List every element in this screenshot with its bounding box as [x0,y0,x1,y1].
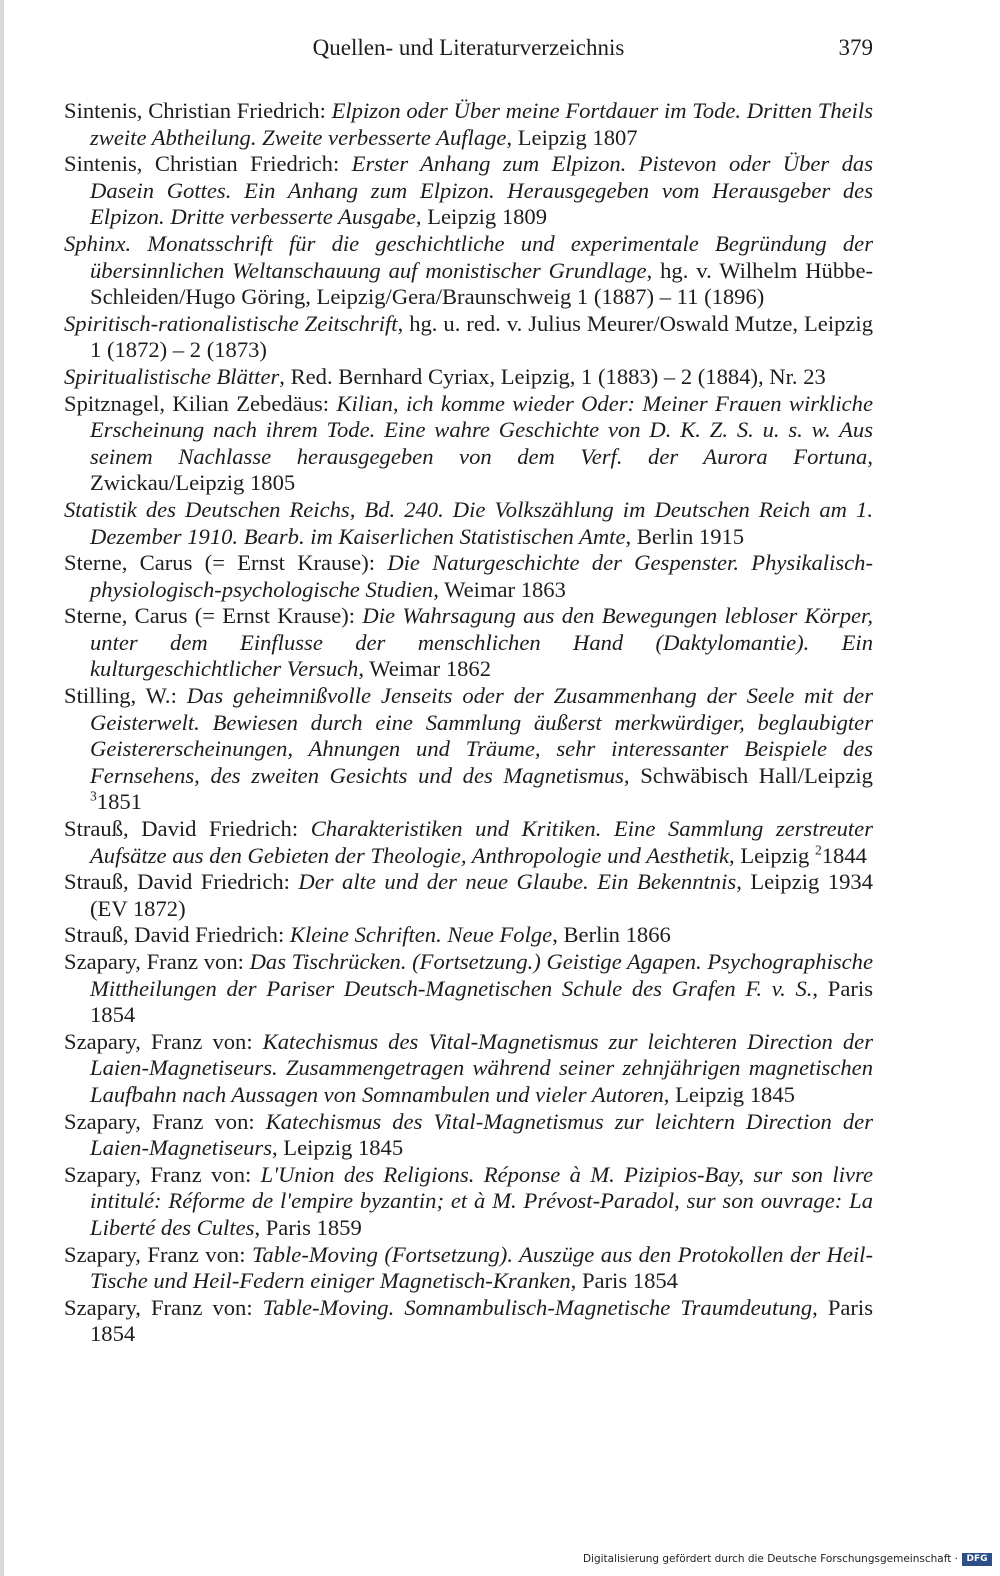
entry-author: Sterne, Carus (= Ernst Krause): [64,550,388,576]
entry-publication: , Schwäbisch Hall/Leipzig [623,762,873,788]
bibliography-entry [64,869,873,922]
bibliography-entry [64,98,873,151]
entry-author: Szapary, Franz von: [64,1108,266,1134]
entry-title: Sphinx. Monatsschrift für die geschichtliche und experimentale Begründung der übersinnlichen Weltanschauung auf monistischer Grundlage [64,230,873,283]
entry-publication: , Leipzig 1845 [272,1135,404,1161]
edition-superscript: 3 [90,788,97,804]
entry-author: Strauß, David Friedrich: [64,816,311,842]
bibliography-list [64,98,873,1348]
page-number: 379 [838,35,873,60]
entry-author: Szapary, Franz von: [64,949,250,974]
entry-title: Die Naturgeschichte der Gespenster. Physikalisch-physiologisch-psychologische Studien [90,550,873,602]
entry-title: Die Wahrsagung aus den Bewegungen lebloser Körper, unter dem Einflusse der menschlichen Hand (Daktylomantie). Ein kulturgeschichtlicher Versuch [90,603,873,682]
bibliography-entry [64,1162,873,1242]
entry-title: Charakteristiken und Kritiken. Eine Sammlung zerstreuter Aufsätze aus den Gebieten der Theologie, Anthropologie und Aesthetik [90,816,873,868]
entry-publication: , Weimar 1862 [358,656,492,682]
entry-publication: , Zwickau/Leipzig 1805 [90,443,873,496]
bibliography-entry [64,683,873,816]
entry-publication: , Leipzig 1809 [415,204,548,230]
entry-title: Das geheimnißvolle Jenseits oder der Zusammenhang der Seele mit der Geisterwelt. Bewiesen durch eine Sammlung äußerst merkwürdiger, beglaubigter Geistererscheinungen, Ahnungen und Träume, sehr interessanter Beispiele des Fernsehens, des zweiten Gesichts und des Magnetismus [90,683,873,788]
entry-publication: , Paris 1854 [570,1268,678,1294]
entry-title: Der alte und der neue Glaube. Ein Bekenntnis [298,869,737,895]
entry-author: Stilling, W.: [64,683,187,709]
entry-publication: , Leipzig 1807 [506,124,638,150]
bibliography-entry [64,949,873,1029]
entry-title: Katechismus des Vital-Magnetismus zur leichtern Direction der Laien-Magnetiseurs [90,1108,873,1161]
entry-publication: , Paris 1854 [90,1294,873,1347]
entry-year: 1844 [821,842,867,868]
bibliography-entry [64,1295,873,1348]
entry-title: Kilian, ich komme wieder Oder: Meiner Frauen wirkliche Erscheinung nach ihrem Tode. Eine wahre Geschichte von D. K. Z. S. u. s. w. Aus seinem Nachlasse herausgegeben von dem Verf. der Aurora Fortuna [90,390,873,469]
entry-author: Szapary, Franz von: [64,1161,261,1187]
entry-publication: , Paris 1859 [254,1214,362,1240]
entry-publication: , hg. u. red. v. Julius Meurer/Oswald Mutze, Leipzig 1 (1872) – 2 (1873) [90,310,873,363]
bibliography-entry [64,311,873,364]
entry-title: Spiritualistische Blätter [64,363,280,389]
entry-title: Kleine Schriften. Neue Folge [289,922,553,948]
bibliography-entry [64,1242,873,1295]
entry-title: Table-Moving (Fortsetzung). Auszüge aus den Protokollen der Heil-Tische und Heil-Federn einiger Magnetisch-Kranken [90,1241,873,1294]
entry-title: Statistik des Deutschen Reichs, Bd. 240. Die Volkszählung im Deutschen Reich am 1. Dezember 1910. Bearb. im Kaiserlichen Statistischen Amte [64,496,873,549]
entry-publication: , Berlin 1915 [625,523,745,549]
entry-publication: , hg. v. Wilhelm Hübbe-Schleiden/Hugo Göring, Leipzig/Gera/Braunschweig 1 (1887) – 11 (1896) [90,257,873,310]
edition-superscript: 2 [814,842,822,858]
bibliography-entry [64,1109,873,1162]
entry-author: Sintenis, Christian Friedrich: [64,151,352,177]
entry-title: Table-Moving. Somnambulisch-Magnetische Traumdeutung [262,1294,813,1320]
entry-publication: , Leipzig 1845 [663,1081,795,1107]
entry-year: 1851 [96,789,142,815]
bibliography-entry [64,922,873,949]
entry-title: Katechismus des Vital-Magnetismus zur leichteren Direction der Laien-Magnetiseurs. Zusammengetragen während seiner zehnjährigen magnetischen Laufbahn nach Aussagen von Somnambulen und vieler Autoren [90,1028,873,1107]
digitization-note: Digitalisierung gefördert durch die Deutsche Forschungsgemeinschaft · [582,1553,958,1565]
entry-author: Spitznagel, Kilian Zebedäus: [64,390,337,416]
bibliography-entry [64,816,873,869]
entry-author: Sterne, Carus (= Ernst Krause): [64,603,363,629]
bibliography-entry [64,364,873,391]
entry-author: Szapary, Franz von: [64,1294,263,1320]
bibliography-entry [64,550,873,603]
scan-edge [0,0,4,1576]
entry-publication: , Paris 1854 [90,975,873,1028]
bibliography-entry [64,151,873,231]
entry-title: L'Union des Religions. Réponse à M. Pizipios-Bay, sur son livre intitulé: Réforme de l'empire byzantin; et à M. Prévost-Paradol, sur son ouvrage: La Liberté des Cultes [90,1161,873,1240]
entry-title: Elpizon oder Über meine Fortdauer im Tode. Dritten Theils zweite Abtheilung. Zweite verbesserte Auflage [90,98,874,150]
entry-author: Strauß, David Friedrich: [64,922,290,948]
bibliography-entry [64,603,873,683]
entry-publication: , Red. Bernhard Cyriax, Leipzig, 1 (1883) – 2 (1884), Nr. 23 [279,363,826,389]
entry-author: Sintenis, Christian Friedrich: [64,98,332,123]
entry-author: Strauß, David Friedrich: [64,869,299,895]
entry-title: Spiritisch-rationalistische Zeitschrift [64,310,398,336]
bibliography-entry [64,497,873,550]
entry-author: Szapary, Franz von: [64,1028,263,1054]
entry-publication: , Weimar 1863 [433,576,566,602]
entry-publication: , Berlin 1866 [552,922,671,948]
entry-title: Erster Anhang zum Elpizon. Pistevon oder Über das Dasein Gottes. Ein Anhang zum Elpizon. Herausgegeben vom Herausgeber des Elpizon. Dritte verbesserte Ausgabe [90,151,874,230]
entry-publication: , Leipzig [729,842,815,868]
bibliography-entry [64,1029,873,1109]
entry-publication: , Leipzig 1934 (EV 1872) [90,869,874,921]
page-header [64,32,873,64]
entry-author: Szapary, Franz von: [64,1241,252,1267]
running-title: Quellen- und Literaturverzeichnis [312,35,625,60]
entry-title: Das Tischrücken. (Fortsetzung.) Geistige Agapen. Psychographische Mittheilungen der Pariser Deutsch-Magnetischen Schule des Grafen F. v. S. [90,949,874,1001]
bibliography-entry [64,391,873,497]
dfg-logo: DFG [962,1553,992,1566]
bibliography-entry [64,231,873,311]
